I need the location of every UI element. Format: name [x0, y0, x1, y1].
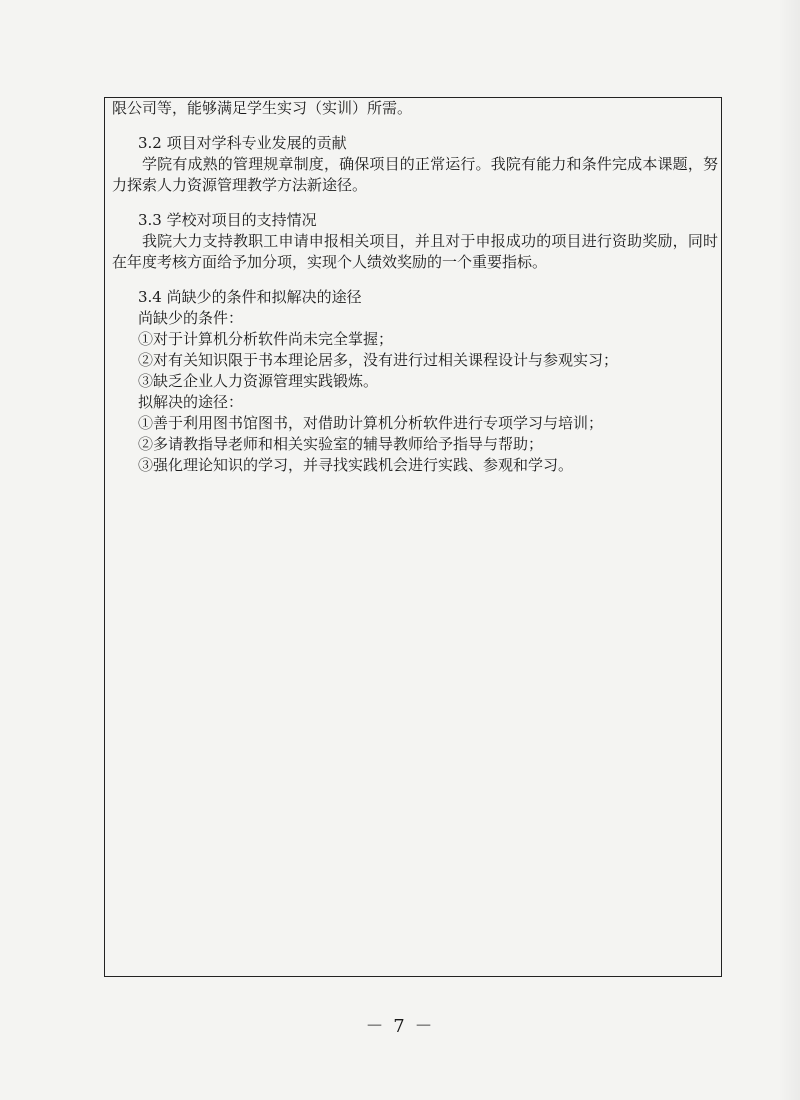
page-edge-shadow — [778, 0, 800, 1100]
continued-text-line: 限公司等，能够满足学生实习（实训）所需。 — [112, 99, 413, 117]
form-content — [112, 98, 718, 476]
lack-conditions-label: 尚缺少的条件： — [138, 309, 244, 327]
list-item: ③缺乏企业人力资源管理实践锻炼。 — [138, 372, 379, 390]
section-paragraph-3-2: 学院有成熟的管理规章制度，确保项目的正常运行。我院有能力和条件完成本课题，努力探索人力资源管理教学方法新途径。 — [112, 155, 718, 194]
list-item: ①善于利用图书馆图书，对借助计算机分析软件进行专项学习与培训； — [138, 414, 604, 432]
page-number: － 7 － — [365, 1016, 435, 1037]
list-item: ③强化理论知识的学习，并寻找实践机会进行实践、参观和学习。 — [138, 456, 574, 474]
list-item: ②多请教指导老师和相关实验室的辅导教师给予指导与帮助； — [138, 435, 544, 453]
section-heading-3-2: 3.2 项目对学科专业发展的贡献 — [138, 134, 347, 152]
section-heading-3-4: 3.4 尚缺少的条件和拟解决的途径 — [138, 288, 362, 306]
list-item: ②对有关知识限于书本理论居多，没有进行过相关课程设计与参观实习； — [138, 351, 619, 369]
section-paragraph-3-3: 我院大力支持教职工申请申报相关项目，并且对于申报成功的项目进行资助奖励，同时在年度考核方面给予加分项，实现个人绩效奖励的一个重要指标。 — [112, 232, 718, 271]
list-item: ①对于计算机分析软件尚未完全掌握； — [138, 330, 394, 348]
solution-label: 拟解决的途径： — [138, 393, 244, 411]
section-heading-3-3: 3.3 学校对项目的支持情况 — [138, 211, 317, 229]
